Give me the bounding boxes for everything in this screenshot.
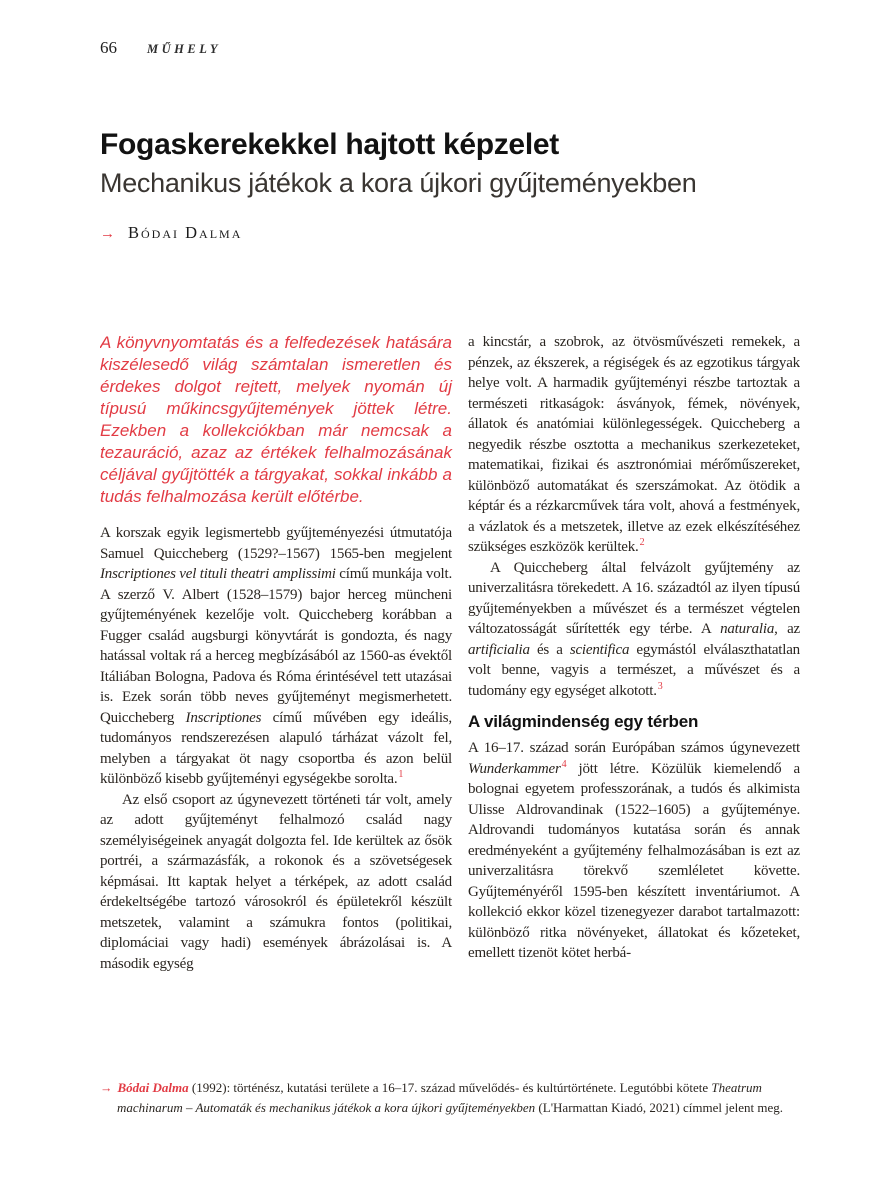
text-run: Az első csoport az úgynevezett történeti tár volt, amely az adott gyűjteményt felhalmozó család nagy személyiségeinek anyagát dolgozta fel. Ide kerültek az ősök portréi, a származásfák, a rokonok és a szövetségesek képmásai. Itt kaptak helyet a térképek, az adott család érdekeltségébe tartozó városokról és épületekről készült metszetek, valamint a számukra fontos (politikai, diplomáciai vagy hadi) események ábrázolásai is. A második egység — [100, 791, 452, 972]
right-column — [468, 332, 800, 1082]
body-paragraph — [468, 738, 800, 964]
footnote-author-name: Bódai Dalma — [117, 1080, 189, 1095]
text-run: naturalia — [720, 621, 775, 637]
text-run: (1992): történész, kutatási területe a 16–17. század művelődés- és kultúrtörténete. Legutóbbi kötete — [188, 1080, 712, 1095]
text-run: , az — [774, 621, 800, 637]
text-run: scientifica — [569, 641, 630, 658]
article-title: Fogaskerekekkel hajtott képzelet — [100, 128, 559, 161]
footnote-text — [117, 1080, 783, 1115]
text-run: Wunderkammer — [468, 760, 561, 777]
text-run: A 16–17. század során Európában számos úgynevezett — [468, 740, 800, 756]
body-paragraph — [468, 558, 800, 702]
text-run: a kincstár, a szobrok, az ötvösművészeti remekek, a pénzek, az ékszerek, a régiségek és az egzotikus tárgyak helye volt. A harmadik gyűjteményi részbe tartoztak a természeti ritkaságok: ásványok, fémek, növények, állatok és anatómiai különlegességek. Quiccheberg a negyedik részbe osztotta a mechanikus szerkezeteket, matematikai, fizikai és asztronómiai mérőműszereket, különböző automatákat és szerszámokat. Az ötödik a képtár és a rézkarcművek tára volt, ahová a festmények, a vázlatok és a metszetek, illetve az ezek elkészítéséhez szükséges eszközök kerültek. — [468, 334, 800, 555]
arrow-icon: → — [100, 1081, 113, 1095]
page-number: 66 — [100, 38, 117, 57]
footnote-ref: 3 — [657, 680, 663, 692]
lead-paragraph: A könyvnyomtatás és a felfedezések hatására kiszélesedő világ számtalan ismeretlen és érdekes dolgot rejtett, melyek nyomán új típusú műkincsgyűjtemények jöttek létre. Ezekben a kollekciókban már nemcsak a tezauráció, azaz az értékek felhalmozásának céljával gyűjtötték a tárgyakat, sokkal inkább a tudás felhalmozása került előtérbe. — [100, 333, 452, 506]
page-header — [100, 38, 221, 58]
text-run: Inscriptiones — [185, 709, 262, 726]
section-label: MŰHELY — [147, 42, 222, 56]
text-run: (L'Harmattan Kiadó, 2021) címmel jelent meg. — [535, 1100, 783, 1115]
text-run: jött létre. Közülük kiemelendő a bolognai egyetem professzorának, a tudós és alkimista Ulisse Aldrovandinak (1522–1605) a gyűjteménye. Aldrovandi tudományos kutatása során és annak eredményeként a gyűjtemény felhalmozásában is ezt az univerzalitásra törekvő szemléletet követte. Gyűjteményéről 1595-ben készített inventáriumot. A kollekció ekkor közel tizenegyezer darabot tartalmazott: különböző ritka növényeket, állatokat és kőzeteket, emellett tizenöt kötet herbá- — [468, 760, 800, 961]
text-run: artificialia — [468, 641, 530, 658]
author-name: Bódai Dalma — [128, 223, 243, 242]
author-footnote — [100, 1078, 825, 1117]
text-run: A Quiccheberg által felvázolt gyűjtemény az univerzalitásra törekedett. A 16. századtól az ilyen típusú gyűjteményekben a művészet és a természet végtelen változatosságát sűrítették egy térbe. A — [468, 559, 800, 637]
footnote-ref: 4 — [561, 758, 567, 770]
article-subtitle: Mechanikus játékok a kora újkori gyűjteményekben — [100, 168, 697, 198]
text-run: című művében egy ideális, tudományos rendszerezésen alapuló tárházat vázolt fel, melyben a tárgyakat öt nagy csoportba és azon belül különböző kisebb gyűjteményi egységekbe sorolta. — [100, 709, 452, 787]
title-block — [100, 128, 800, 199]
footnote-ref: 1 — [398, 769, 404, 780]
footnote-ref: 2 — [639, 537, 645, 548]
body-paragraph — [468, 332, 800, 558]
text-run: és a — [529, 641, 570, 658]
body-paragraph — [100, 523, 452, 790]
article-body — [100, 332, 800, 1082]
text-run: egymástól elválaszthatatlan volt benne, vagyis a természet, a művészet és a tudomány egy egységet alkotott. — [468, 641, 800, 699]
text-run: A korszak egyik legismertebb gyűjteményezési útmutatója Samuel Quiccheberg (1529?–1567) 1565-ben megjelent — [100, 525, 452, 562]
left-column — [100, 332, 452, 1082]
text-run: Inscriptiones vel tituli theatri amplissimi — [100, 566, 336, 582]
section-heading: A világmindenség egy térben — [468, 712, 699, 731]
body-paragraph — [100, 790, 452, 975]
author-line — [100, 223, 242, 243]
text-run: című munkája volt. A szerző V. Albert (1528–1579) bajor herceg müncheni gyűjteményének kezelője volt. Quiccheberg korábban a Fugger család augsburgi könyvtárát is gondozta, és nagy hatással voltak rá a herceg megbízásából az 1560-as évektől Itáliában Bologna, Padova és Róma érintésével tett utazásai is. Ezek során több neves gyűjteményt megismerhetett. Quiccheberg — [100, 566, 452, 726]
arrow-icon: → — [100, 225, 115, 242]
text-run: Theatrum machinarum – Automaták és mechanikus játékok a kora újkori gyűjteményekben — [117, 1080, 762, 1115]
